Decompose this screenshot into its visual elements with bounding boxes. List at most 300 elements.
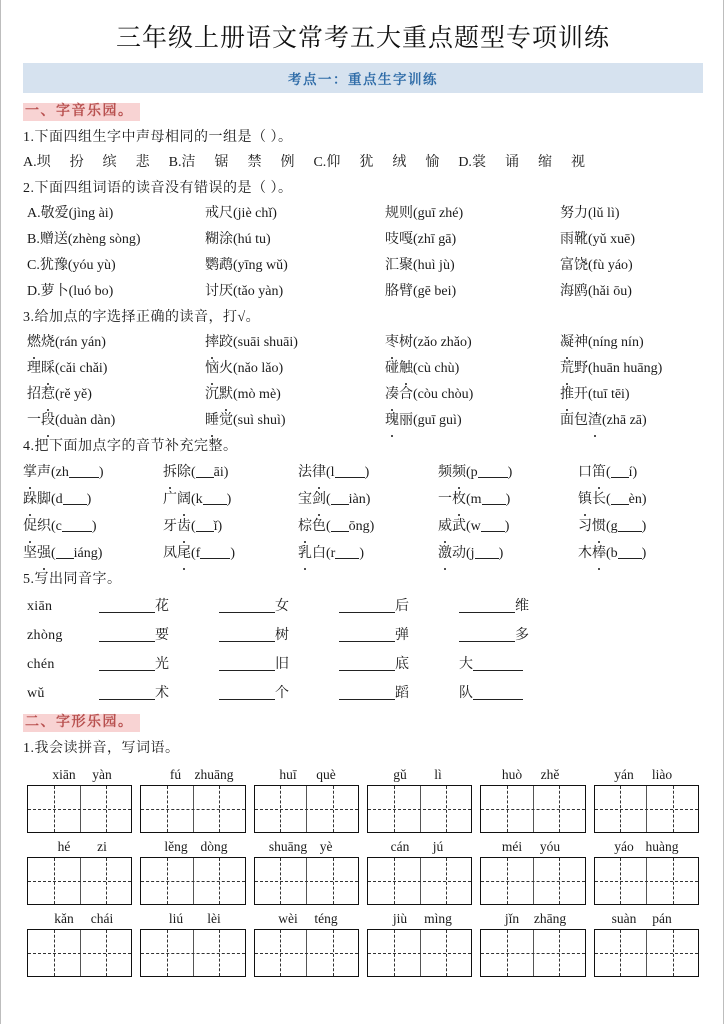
answer-blank[interactable] bbox=[200, 558, 230, 559]
pinyin-suffix: iáng) bbox=[73, 546, 103, 561]
dotted-char: 默 bbox=[219, 382, 233, 408]
tianzige-box[interactable] bbox=[27, 857, 132, 905]
pinyin-suffix: ōng) bbox=[348, 519, 375, 534]
tianzige-cell[interactable] bbox=[646, 858, 698, 904]
answer-blank[interactable] bbox=[473, 699, 523, 700]
dotted-char: 乳 bbox=[298, 540, 312, 567]
answer-blank[interactable] bbox=[99, 699, 155, 700]
q5-cell[interactable] bbox=[99, 650, 219, 679]
q3-pinyin[interactable]: (zǎo zhǎo) bbox=[413, 335, 472, 350]
dotted-char: 激 bbox=[438, 540, 452, 567]
tianzige-box[interactable] bbox=[594, 785, 699, 833]
table-row[interactable] bbox=[23, 459, 703, 486]
answer-blank[interactable] bbox=[69, 477, 99, 478]
dotted-char: 频 bbox=[452, 459, 466, 486]
tianzige-box[interactable] bbox=[594, 857, 699, 905]
q5-char: 底 bbox=[395, 657, 409, 672]
q4-cell[interactable] bbox=[578, 513, 703, 540]
dotted-char: 惯 bbox=[592, 513, 606, 540]
plain-char: 织 bbox=[37, 519, 51, 534]
q2-label: A. bbox=[27, 206, 41, 221]
plain-char: 白 bbox=[312, 546, 326, 561]
plain-char: 习 bbox=[578, 519, 592, 534]
q3-pinyin[interactable]: (duàn dàn) bbox=[55, 413, 116, 428]
dotted-char: 镇 bbox=[578, 486, 592, 513]
dotted-char: 律 bbox=[312, 459, 326, 486]
writing-grid-exercise bbox=[23, 767, 703, 977]
pinyin-suffix: āi) bbox=[213, 465, 229, 480]
tianzige-cell[interactable] bbox=[193, 930, 245, 976]
pinyin-syllable: mìng bbox=[424, 911, 452, 926]
option-group-a[interactable] bbox=[23, 150, 169, 176]
tianzige-cell[interactable] bbox=[306, 858, 358, 904]
pinyin-prefix: (f bbox=[191, 546, 201, 561]
answer-blank[interactable] bbox=[339, 699, 395, 700]
answer-blank[interactable] bbox=[63, 504, 87, 505]
answer-blank[interactable] bbox=[335, 558, 359, 559]
q2-word: 吱嘎 bbox=[385, 232, 413, 247]
table-row[interactable] bbox=[23, 356, 703, 382]
pinyin-syllable: jú bbox=[432, 839, 444, 854]
pinyin-syllable: yáo bbox=[614, 839, 634, 854]
option-d-char-0: 裳 bbox=[471, 155, 486, 170]
q5-cell[interactable] bbox=[99, 679, 219, 708]
dotted-char: 荒 bbox=[560, 356, 574, 382]
tianzige-cell[interactable] bbox=[595, 930, 647, 976]
pinyin-syllable: hé bbox=[57, 839, 71, 854]
pinyin-pair bbox=[139, 767, 251, 783]
q2-cell bbox=[27, 279, 205, 305]
answer-blank[interactable] bbox=[331, 504, 349, 505]
q5-cell[interactable] bbox=[459, 621, 579, 650]
dotted-char: 笛 bbox=[592, 459, 606, 486]
tianzige-cell[interactable] bbox=[368, 786, 420, 832]
q4-cell[interactable] bbox=[163, 513, 298, 540]
q2-label: B. bbox=[27, 232, 40, 247]
q4-cell[interactable] bbox=[163, 540, 298, 567]
q3-cell bbox=[560, 330, 724, 356]
table-row[interactable] bbox=[23, 408, 703, 434]
q2-pinyin: (hǎi ōu) bbox=[588, 284, 632, 299]
answer-blank[interactable] bbox=[482, 504, 506, 505]
tianzige-cell[interactable] bbox=[368, 930, 420, 976]
option-group-d[interactable] bbox=[458, 150, 604, 176]
q3-pinyin[interactable]: (suì shuì) bbox=[233, 413, 286, 428]
tianzige-cell[interactable] bbox=[141, 786, 193, 832]
plain-char: 口 bbox=[578, 465, 592, 480]
tianzige-box[interactable] bbox=[254, 785, 359, 833]
tianzige-box[interactable] bbox=[367, 929, 472, 977]
q2-cell bbox=[385, 201, 560, 227]
q3-cell bbox=[205, 330, 385, 356]
dotted-char: 段 bbox=[41, 408, 55, 434]
q5-cell[interactable] bbox=[219, 621, 339, 650]
answer-blank[interactable] bbox=[219, 641, 275, 642]
tianzige-cell[interactable] bbox=[306, 786, 358, 832]
q2-word: 富饶 bbox=[560, 258, 588, 273]
q3-rest: 火 bbox=[219, 361, 233, 376]
question-4-rows bbox=[23, 459, 703, 567]
tianzige-box[interactable] bbox=[27, 929, 132, 977]
answer-blank[interactable] bbox=[618, 558, 642, 559]
tianzige-cell[interactable] bbox=[193, 786, 245, 832]
q5-cell[interactable] bbox=[99, 621, 219, 650]
pinyin-pair bbox=[251, 911, 363, 927]
table-row[interactable] bbox=[23, 227, 703, 253]
tianzige-cell[interactable] bbox=[420, 930, 472, 976]
answer-blank[interactable] bbox=[478, 477, 508, 478]
pinyin-suffix: ) bbox=[98, 465, 104, 480]
tianzige-cell[interactable] bbox=[193, 858, 245, 904]
tianzige-cell[interactable] bbox=[420, 858, 472, 904]
q4-cell[interactable] bbox=[298, 540, 438, 567]
option-a-label: A. bbox=[23, 155, 37, 170]
answer-blank[interactable] bbox=[339, 641, 395, 642]
tianzige-cell[interactable] bbox=[646, 930, 698, 976]
plain-char: 沉 bbox=[205, 387, 219, 402]
tianzige-cell[interactable] bbox=[141, 930, 193, 976]
question-1-options bbox=[23, 150, 703, 176]
q3-pinyin[interactable]: (tuī tēi) bbox=[588, 387, 630, 402]
q5-cell[interactable] bbox=[219, 650, 339, 679]
pinyin-suffix: ) bbox=[507, 465, 513, 480]
table-row[interactable] bbox=[23, 621, 703, 650]
q4-cell[interactable] bbox=[23, 513, 163, 540]
tianzige-box[interactable] bbox=[480, 929, 585, 977]
q4-cell[interactable] bbox=[23, 540, 163, 567]
option-group-c[interactable] bbox=[313, 150, 458, 176]
q5-cell[interactable] bbox=[219, 592, 339, 621]
q4-cell[interactable] bbox=[23, 459, 163, 486]
q5-cell[interactable] bbox=[219, 679, 339, 708]
q5-cell[interactable] bbox=[459, 592, 579, 621]
q3-rest: 丽 bbox=[399, 413, 413, 428]
q4-cell[interactable] bbox=[23, 486, 163, 513]
plain-char: 碰 bbox=[385, 361, 399, 376]
q3-pinyin[interactable]: (còu chòu) bbox=[413, 387, 474, 402]
answer-blank[interactable] bbox=[481, 531, 505, 532]
tianzige-box[interactable] bbox=[140, 785, 245, 833]
q4-cell[interactable] bbox=[298, 486, 438, 513]
pinyin-prefix: (c bbox=[51, 519, 62, 534]
answer-blank[interactable] bbox=[196, 477, 214, 478]
dotted-char: 瑰 bbox=[385, 408, 399, 434]
section-1-heading: 一、字音乐园。 bbox=[23, 103, 140, 121]
table-row[interactable] bbox=[23, 330, 703, 356]
pinyin-syllable: zhě bbox=[540, 767, 560, 782]
dotted-char: 凑 bbox=[385, 382, 399, 408]
q2-word: 规则 bbox=[385, 206, 413, 221]
tianzige-cell[interactable] bbox=[481, 858, 533, 904]
tianzige-cell[interactable] bbox=[28, 858, 80, 904]
pinyin-syllable: zhuāng bbox=[194, 767, 234, 782]
q4-cell[interactable] bbox=[438, 513, 578, 540]
tianzige-cell[interactable] bbox=[646, 786, 698, 832]
q5-cell[interactable] bbox=[339, 592, 459, 621]
tianzige-cell[interactable] bbox=[420, 786, 472, 832]
pinyin-suffix: ) bbox=[498, 546, 504, 561]
q5-pinyin-label: chén bbox=[27, 657, 55, 672]
tianzige-box[interactable] bbox=[367, 785, 472, 833]
q2-cell bbox=[205, 201, 385, 227]
tianzige-cell[interactable] bbox=[595, 858, 647, 904]
section-2-heading: 二、字形乐园。 bbox=[23, 714, 140, 732]
option-b-char-0: 洁 bbox=[181, 155, 196, 170]
answer-blank[interactable] bbox=[459, 612, 515, 613]
option-c-char-0: 仰 bbox=[326, 155, 341, 170]
q3-cell bbox=[27, 330, 205, 356]
tianzige-cell[interactable] bbox=[255, 858, 307, 904]
pinyin-prefix: ( bbox=[51, 546, 56, 561]
tianzige-cell[interactable] bbox=[481, 930, 533, 976]
q5-char: 女 bbox=[275, 599, 289, 614]
tianzige-cell[interactable] bbox=[255, 786, 307, 832]
question-3-prompt: 3.给加点的字选择正确的读音，打√。 bbox=[23, 310, 261, 325]
tianzige-cell[interactable] bbox=[141, 858, 193, 904]
q5-char: 要 bbox=[155, 628, 169, 643]
dotted-char: 枚 bbox=[452, 486, 466, 513]
answer-blank[interactable] bbox=[219, 699, 275, 700]
q5-cell[interactable] bbox=[339, 650, 459, 679]
plain-char: 动 bbox=[452, 546, 466, 561]
answer-blank[interactable] bbox=[335, 477, 365, 478]
q4-cell[interactable] bbox=[438, 486, 578, 513]
q3-cell bbox=[385, 408, 560, 434]
q5-cell[interactable] bbox=[339, 621, 459, 650]
q5-char: 花 bbox=[155, 599, 169, 614]
pinyin-suffix: ) bbox=[91, 519, 97, 534]
answer-blank[interactable] bbox=[56, 558, 74, 559]
q2-word: 努力 bbox=[560, 206, 588, 221]
pinyin-suffix: ) bbox=[641, 546, 647, 561]
pinyin-syllable: zhāng bbox=[533, 911, 567, 926]
dotted-char: 威 bbox=[438, 513, 452, 540]
q2-word: 雨靴 bbox=[560, 232, 588, 247]
q3-pinyin[interactable]: (níng nín) bbox=[588, 335, 644, 350]
tianzige-cell[interactable] bbox=[306, 930, 358, 976]
plain-char: 法 bbox=[298, 465, 312, 480]
answer-blank[interactable] bbox=[459, 641, 515, 642]
tianzige-cell[interactable] bbox=[255, 930, 307, 976]
q5-char: 树 bbox=[275, 628, 289, 643]
dotted-char: 尾 bbox=[177, 540, 191, 567]
q4-cell[interactable] bbox=[438, 540, 578, 567]
q2-word: 鹦鹉 bbox=[205, 258, 233, 273]
answer-blank[interactable] bbox=[219, 612, 275, 613]
plain-char: 凤 bbox=[163, 546, 177, 561]
dotted-char: 睡 bbox=[205, 408, 219, 434]
pinyin-suffix: ) bbox=[230, 546, 235, 561]
answer-blank[interactable] bbox=[475, 558, 499, 559]
q3-pinyin[interactable]: (zhā zā) bbox=[602, 413, 647, 428]
q2-cell bbox=[205, 253, 385, 279]
pinyin-syllable: xiān bbox=[52, 767, 76, 782]
q3-cell bbox=[205, 382, 385, 408]
plain-char: 色 bbox=[312, 519, 326, 534]
answer-blank[interactable] bbox=[62, 531, 92, 532]
pinyin-pair bbox=[587, 839, 699, 855]
tianzige-cell[interactable] bbox=[533, 786, 585, 832]
tianzige-cell[interactable] bbox=[80, 786, 132, 832]
tianzige-box[interactable] bbox=[254, 929, 359, 977]
plain-char: 除 bbox=[177, 465, 191, 480]
q5-cell[interactable] bbox=[99, 592, 219, 621]
answer-blank[interactable] bbox=[339, 612, 395, 613]
tianzige-box[interactable] bbox=[480, 785, 585, 833]
page-title: 三年级上册语文常考五大重点题型专项训练 bbox=[115, 23, 610, 52]
pinyin-prefix: ( bbox=[326, 519, 331, 534]
q2-word: 汇聚 bbox=[385, 258, 413, 273]
q5-pinyin-label: xiān bbox=[27, 599, 53, 614]
tianzige-cell[interactable] bbox=[595, 786, 647, 832]
tianzige-box[interactable] bbox=[480, 857, 585, 905]
answer-blank[interactable] bbox=[99, 641, 155, 642]
q4-cell[interactable] bbox=[298, 513, 438, 540]
answer-blank[interactable] bbox=[473, 670, 523, 671]
q3-rest: 合 bbox=[399, 387, 413, 402]
q2-cell bbox=[27, 253, 205, 279]
option-b-label: B. bbox=[168, 155, 182, 170]
table-row[interactable] bbox=[23, 513, 703, 540]
tianzige-box[interactable] bbox=[367, 857, 472, 905]
pinyin-syllable: liào bbox=[651, 767, 673, 782]
dotted-char: 齿 bbox=[177, 513, 191, 540]
q5-char: 光 bbox=[155, 657, 169, 672]
option-group-b[interactable] bbox=[169, 150, 314, 176]
answer-blank[interactable] bbox=[339, 670, 395, 671]
q4-cell[interactable] bbox=[163, 459, 298, 486]
q3-cell bbox=[560, 356, 724, 382]
option-c-char-3: 愉 bbox=[425, 155, 440, 170]
pinyin-prefix: ( bbox=[606, 492, 611, 507]
table-row[interactable] bbox=[23, 382, 703, 408]
option-b-char-1: 锯 bbox=[214, 155, 229, 170]
pinyin-pair bbox=[139, 911, 251, 927]
q3-cell bbox=[560, 408, 724, 434]
dotted-char: 恼 bbox=[205, 356, 219, 382]
tianzige-box[interactable] bbox=[140, 857, 245, 905]
tianzige-cell[interactable] bbox=[368, 858, 420, 904]
pinyin-syllable: huī bbox=[279, 767, 297, 782]
q2-pinyin: (lǔ lì) bbox=[588, 206, 620, 221]
q5-char: 大 bbox=[459, 657, 473, 672]
q2-cell bbox=[205, 279, 385, 305]
answer-blank[interactable] bbox=[196, 531, 214, 532]
q2-pinyin: (yīng wǔ) bbox=[233, 258, 288, 273]
tianzige-box[interactable] bbox=[594, 929, 699, 977]
pinyin-pair bbox=[139, 839, 251, 855]
table-row[interactable] bbox=[23, 592, 703, 621]
option-d-char-3: 视 bbox=[570, 155, 585, 170]
q4-cell[interactable] bbox=[578, 486, 703, 513]
answer-blank[interactable] bbox=[618, 531, 642, 532]
q4-cell[interactable] bbox=[578, 540, 703, 567]
q3-pinyin[interactable]: (cù chù) bbox=[413, 361, 460, 376]
table-row[interactable] bbox=[23, 540, 703, 567]
tianzige-cell[interactable] bbox=[28, 786, 80, 832]
table-row[interactable] bbox=[23, 486, 703, 513]
answer-blank[interactable] bbox=[611, 504, 629, 505]
q3-cell bbox=[385, 330, 560, 356]
pinyin-pair bbox=[475, 911, 587, 927]
q3-pinyin[interactable]: (huān huāng) bbox=[588, 361, 663, 376]
plain-char: 武 bbox=[452, 519, 466, 534]
pinyin-prefix: (p bbox=[466, 465, 478, 480]
pinyin-syllable: yè bbox=[319, 839, 333, 854]
q3-word-dotted2 bbox=[27, 387, 55, 402]
q2-pinyin: (yǔ xuē) bbox=[588, 232, 636, 247]
plain-char: 脚 bbox=[37, 492, 51, 507]
pinyin-syllable: lèi bbox=[207, 911, 221, 926]
writing-box-row bbox=[23, 785, 703, 833]
table-row[interactable] bbox=[23, 279, 703, 305]
pinyin-suffix: ) bbox=[86, 492, 92, 507]
tianzige-box[interactable] bbox=[27, 785, 132, 833]
tianzige-cell[interactable] bbox=[481, 786, 533, 832]
q3-pinyin[interactable]: (mò mè) bbox=[233, 387, 281, 402]
tianzige-cell[interactable] bbox=[533, 858, 585, 904]
pinyin-syllable: wèi bbox=[278, 911, 298, 926]
pinyin-syllable: què bbox=[316, 767, 336, 782]
q4-cell[interactable] bbox=[163, 486, 298, 513]
q3-rest: 神 bbox=[574, 335, 588, 350]
q3-word-dotted2 bbox=[385, 361, 413, 376]
option-a-char-3: 悲 bbox=[135, 155, 150, 170]
q3-pinyin[interactable]: (rán yán) bbox=[55, 335, 106, 350]
q4-cell[interactable] bbox=[438, 459, 578, 486]
answer-blank[interactable] bbox=[99, 612, 155, 613]
tianzige-box[interactable] bbox=[254, 857, 359, 905]
q3-pinyin[interactable]: (cǎi chǎi) bbox=[55, 361, 108, 376]
q5-cell[interactable] bbox=[459, 679, 579, 708]
question-5-prompt: 5.写出同音字。 bbox=[23, 572, 122, 587]
q3-pinyin[interactable]: (rě yě) bbox=[55, 387, 92, 402]
answer-blank[interactable] bbox=[331, 531, 349, 532]
tianzige-cell[interactable] bbox=[28, 930, 80, 976]
answer-blank[interactable] bbox=[611, 477, 629, 478]
answer-blank[interactable] bbox=[203, 504, 227, 505]
q5-char: 多 bbox=[515, 628, 529, 643]
q4-cell[interactable] bbox=[298, 459, 438, 486]
q4-cell[interactable] bbox=[578, 459, 703, 486]
q2-cell bbox=[560, 201, 724, 227]
plain-char: 招 bbox=[27, 387, 41, 402]
pinyin-syllable: téng bbox=[314, 911, 338, 926]
answer-blank[interactable] bbox=[99, 670, 155, 671]
table-row[interactable] bbox=[23, 253, 703, 279]
q3-pinyin[interactable]: (suāi shuāi) bbox=[233, 335, 298, 350]
q5-cell[interactable] bbox=[339, 679, 459, 708]
table-row[interactable] bbox=[23, 679, 703, 708]
tianzige-box[interactable] bbox=[140, 929, 245, 977]
tianzige-cell[interactable] bbox=[533, 930, 585, 976]
tianzige-cell[interactable] bbox=[80, 858, 132, 904]
q3-pinyin[interactable]: (guī guì) bbox=[413, 413, 462, 428]
q3-word-dotted3 bbox=[560, 413, 602, 428]
plain-char: 理 bbox=[27, 361, 41, 376]
q2-pinyin: (hú tu) bbox=[233, 232, 271, 247]
pinyin-syllable: méi bbox=[501, 839, 523, 854]
plain-char: 牙 bbox=[163, 519, 177, 534]
plain-char: 频 bbox=[438, 465, 452, 480]
pinyin-prefix: ( bbox=[191, 519, 196, 534]
table-row[interactable] bbox=[23, 650, 703, 679]
table-row[interactable] bbox=[23, 201, 703, 227]
q5-cell[interactable] bbox=[459, 650, 579, 679]
q3-pinyin[interactable]: (nǎo lǎo) bbox=[233, 361, 284, 376]
answer-blank[interactable] bbox=[219, 670, 275, 671]
tianzige-cell[interactable] bbox=[80, 930, 132, 976]
